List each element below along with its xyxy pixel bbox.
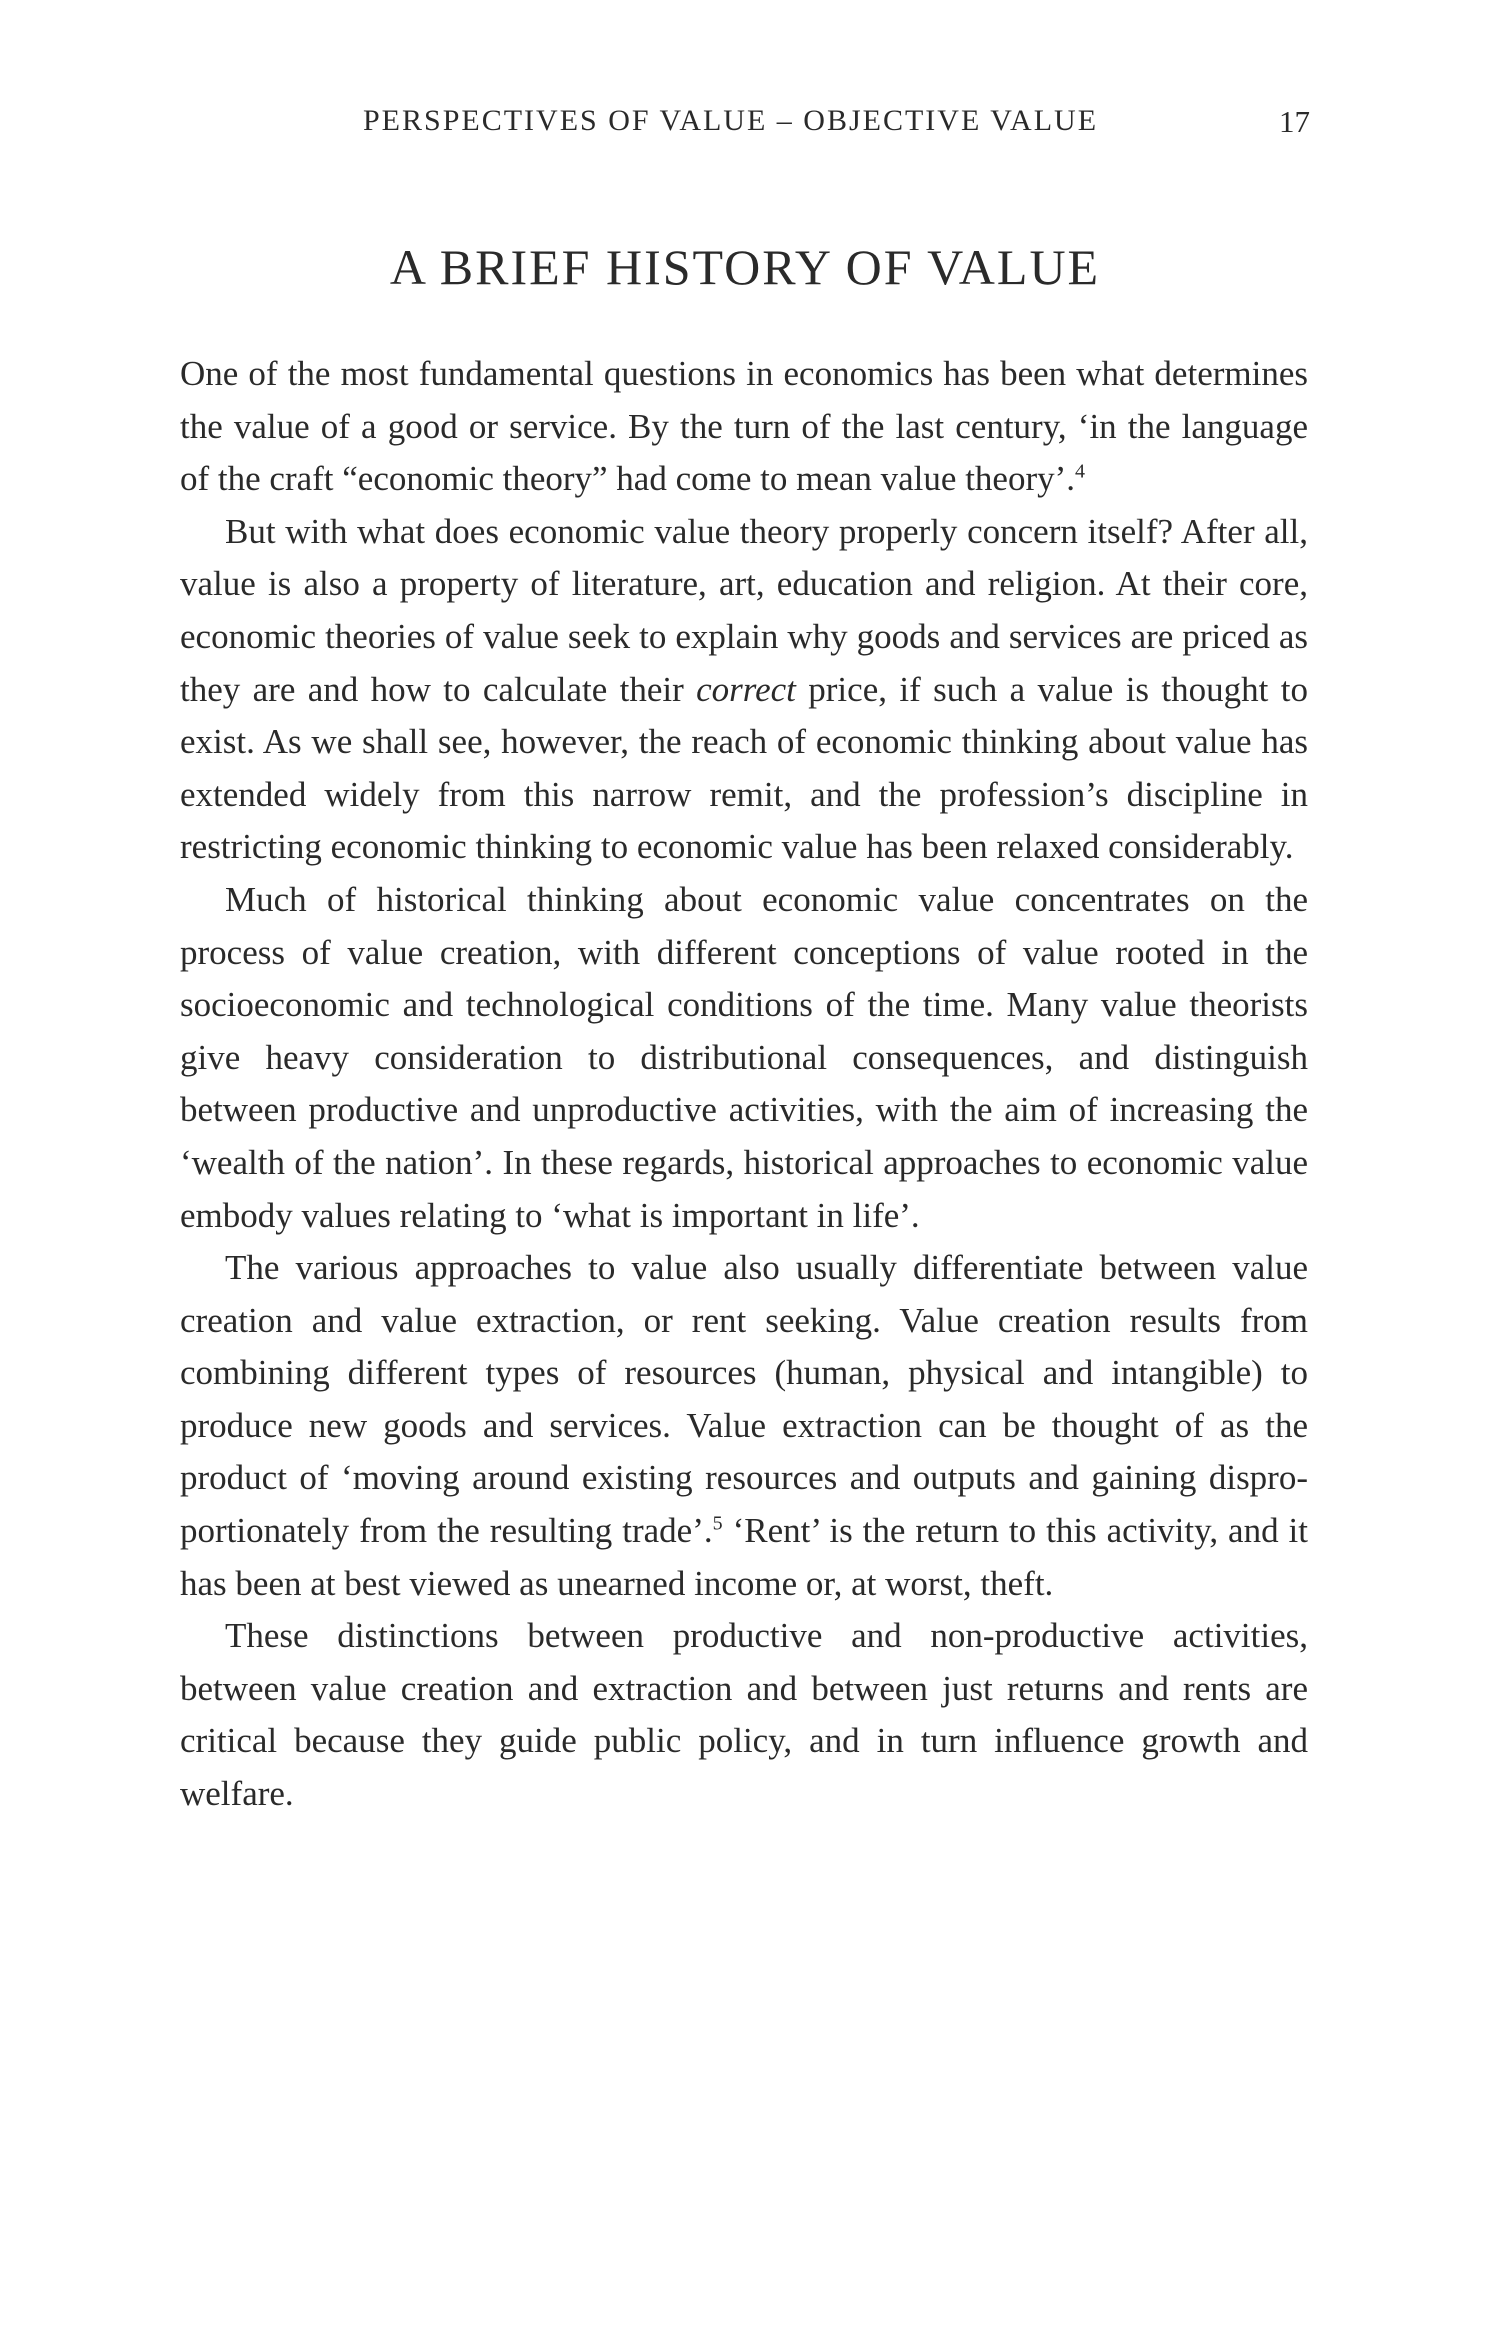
paragraph-2 xyxy=(180,506,1308,874)
running-head xyxy=(180,104,1310,144)
emphasis-correct: correct xyxy=(696,669,796,709)
paragraph-1-text: One of the most fundamental questions in economics has been what determines the value of a good or service. By the turn of the last century, ‘in the language of the craft “economic theory” had come to mean value theory’. xyxy=(180,354,1308,499)
paragraph-1 xyxy=(180,348,1308,506)
paragraph-4 xyxy=(180,1242,1308,1610)
paragraph-3: Much of historical thinking about economic value concentrates on the process of value creation, with different conceptions of value rooted in the socioeconomic and technological conditions of the time. Many value theorists give heavy consideration to distributional consequences, and distinguish between productive and unproductive activities, with the aim of increasing the ‘wealth of the nation’. In these regards, historical approaches to economic value embody values relating to ‘what is important in life’. xyxy=(180,879,1308,1235)
footnote-ref-4[interactable]: 4 xyxy=(1075,460,1086,483)
paragraph-4-text-end: ‘Rent’ is the return to this activity, and it has been at best viewed as unearned income or, at worst, theft. xyxy=(180,1511,1308,1603)
paragraph-2-text-start: But with what does economic value theory properly concern itself? After all, value is also a property of literature, art, education and religion. At their core, economic theories of value seek to explain why goods and services are priced as they are and how to calculate their xyxy=(180,511,1308,709)
paragraph-5: These distinctions between productive and non-productive activities, between value creation and extraction and between just returns and rents are critical because they guide public policy, and in turn influence growth and welfare. xyxy=(180,1616,1308,1814)
running-title: PERSPECTIVES OF VALUE – OBJECTIVE VALUE xyxy=(363,104,1099,137)
paragraph-2-text-end: price, if such a value is thought to exist. As we shall see, however, the reach of economic thinking about value has extended widely from this narrow remit, and the profession’s discipline in restricting economic thinking to economic value has been relaxed considerably. xyxy=(180,669,1308,867)
page-number: 17 xyxy=(1279,104,1310,139)
body-text xyxy=(180,348,1308,1821)
section-title: A BRIEF HISTORY OF VALUE xyxy=(389,239,1101,295)
footnote-ref-5[interactable]: 5 xyxy=(712,1512,723,1535)
paragraph-4-text-start: The various approaches to value also usually differentiate between value creation and value extraction, or rent seeking. Value creation results from combining different types of resources (human, physical and intangible) to produce new goods and services. Value extraction can be thought of as the product of ‘moving around existing resources and outputs and gaining disproportionately from the resulting trade’. xyxy=(180,1248,1308,1551)
